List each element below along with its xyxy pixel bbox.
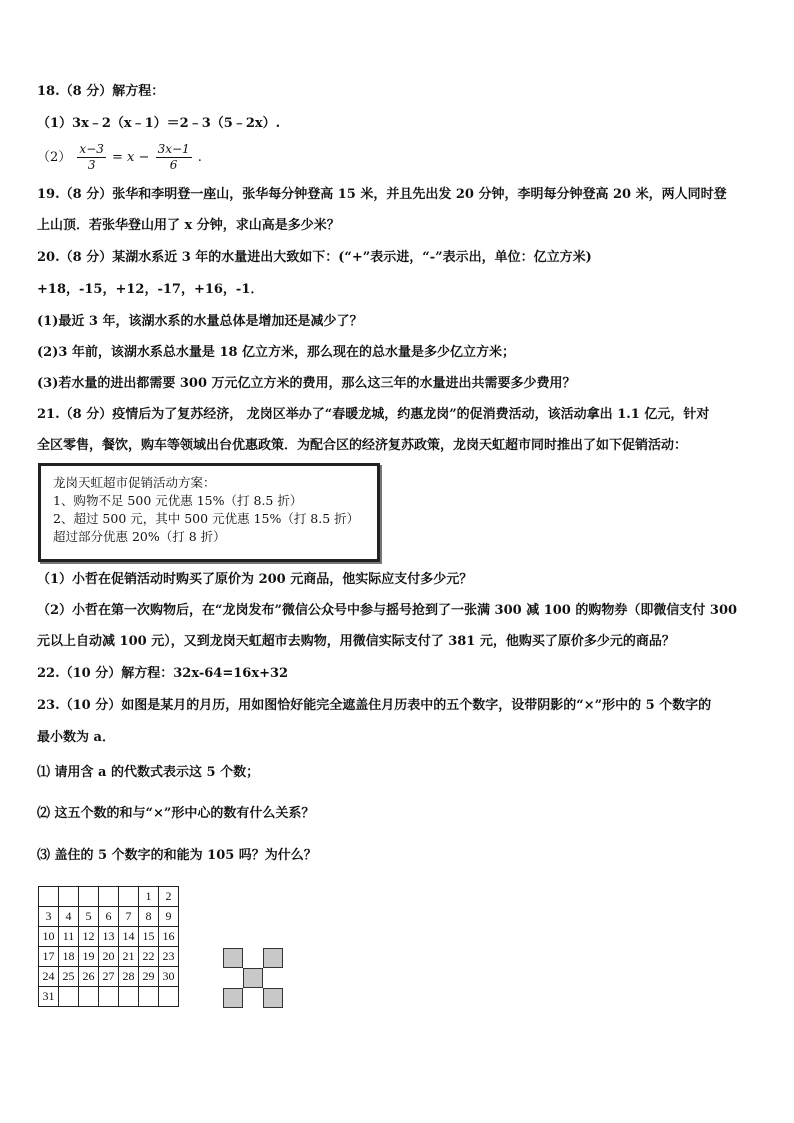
x-shape-cell — [263, 948, 283, 968]
q22-line1: 22.（10 分）解方程：32x-64=16x+32 — [37, 666, 289, 681]
calendar-cell: 16 — [159, 927, 179, 947]
calendar-row — [39, 987, 179, 1007]
calendar-cell: 25 — [59, 967, 79, 987]
calendar-cell: 2 — [159, 887, 179, 907]
fraction-rhs — [156, 142, 192, 173]
calendar-row — [39, 967, 179, 987]
q23-sub3: ⑶ 盖住的 5 个数字的和能为 105 吗？为什么？ — [37, 848, 317, 863]
calendar-cell: 4 — [59, 907, 79, 927]
calendar-cell: 21 — [119, 947, 139, 967]
calendar-cell: 23 — [159, 947, 179, 967]
q21-line1: 21.（8 分）疫情后为了复苏经济， 龙岗区举办了“春暖龙城，约惠龙岗”的促消费活动，该活动拿出 1.1 亿元，针对 — [37, 407, 710, 422]
calendar-cell — [79, 987, 99, 1007]
q18-part2-middle: = x − — [112, 150, 150, 165]
q21-sub2-line1: （2）小哲在第一次购物后，在“龙岗发布”微信公众号中参与摇号抢到了一张满 300 减 100 的购物券（即微信支付 300 — [37, 603, 738, 618]
q18-part2-end: . — [197, 150, 202, 165]
q21-line2: 全区零售，餐饮，购车等领域出台优惠政策．为配合区的经济复苏政策，龙岗天虹超市同时推出了如下促销活动： — [37, 438, 688, 453]
fraction-rhs-denominator: 6 — [169, 158, 178, 172]
x-shape-cell — [223, 988, 243, 1008]
calendar-cell: 20 — [99, 947, 119, 967]
calendar-cell: 8 — [139, 907, 159, 927]
q20-line1: 20.（8 分）某湖水系近 3 年的水量进出大致如下：(“+”表示进，“-”表示出，单位：亿立方米) — [37, 250, 592, 265]
calendar-row — [39, 907, 179, 927]
calendar-cell: 12 — [79, 927, 99, 947]
calendar-cell — [119, 987, 139, 1007]
q20-data: +18，-15，+12，-17，+16，-1． — [37, 282, 264, 297]
calendar-table — [38, 886, 179, 1007]
calendar-cell: 3 — [39, 907, 59, 927]
x-shape-cell — [263, 988, 283, 1008]
q20-sub2: (2)3 年前，该湖水系总水量是 18 亿立方米，那么现在的总水量是多少亿立方米； — [37, 345, 516, 360]
promo-line-2: 1、购物不足 500 元优惠 15%（打 8.5 折） — [53, 493, 303, 508]
calendar-cell — [119, 887, 139, 907]
calendar-cell: 27 — [99, 967, 119, 987]
calendar-cell: 13 — [99, 927, 119, 947]
calendar-row — [39, 887, 179, 907]
fraction-lhs-numerator: x−3 — [79, 142, 104, 156]
q20-sub1: (1)最近 3 年，该湖水系的水量总体是增加还是减少了？ — [37, 314, 363, 329]
calendar-cell — [59, 887, 79, 907]
calendar-cell: 10 — [39, 927, 59, 947]
calendar-cell: 14 — [119, 927, 139, 947]
calendar-cell: 29 — [139, 967, 159, 987]
calendar-cell: 17 — [39, 947, 59, 967]
calendar-cell: 1 — [139, 887, 159, 907]
promo-line-3: 2、超过 500 元，其中 500 元优惠 15%（打 8.5 折） — [53, 511, 360, 526]
x-shape-figure — [223, 948, 283, 1008]
fraction-lhs-denominator: 3 — [87, 158, 96, 172]
q19-line1: 19.（8 分）张华和李明登一座山，张华每分钟登高 15 米，并且先出发 20 分钟，李明每分钟登高 20 米，两人同时登 — [37, 187, 727, 202]
calendar-cell — [99, 887, 119, 907]
calendar-cell: 19 — [79, 947, 99, 967]
q18-part2-prefix: （2） — [37, 150, 72, 165]
q19-line2: 上山顶．若张华登山用了 x 分钟，求山高是多少米？ — [37, 218, 340, 233]
calendar-cell — [99, 987, 119, 1007]
x-shape-cell — [243, 968, 263, 988]
calendar-cell: 18 — [59, 947, 79, 967]
q18-title: 18.（8 分）解方程： — [37, 84, 165, 99]
calendar-cell: 9 — [159, 907, 179, 927]
calendar-cell — [139, 987, 159, 1007]
calendar-cell: 28 — [119, 967, 139, 987]
calendar-cell: 15 — [139, 927, 159, 947]
q21-sub2-line2: 元以上自动减 100 元），又到龙岗天虹超市去购物，用微信实际支付了 381 元，他购买了原价多少元的商品？ — [37, 634, 675, 649]
promo-line-1: 龙岗天虹超市促销活动方案： — [53, 475, 216, 490]
calendar-row — [39, 947, 179, 967]
x-shape-cell — [223, 948, 243, 968]
q23-sub1: ⑴ 请用含 a 的代数式表示这 5 个数； — [37, 765, 260, 780]
q20-sub3: (3)若水量的进出都需要 300 万元亿立方米的费用，那么这三年的水量进出共需要多少费用？ — [37, 376, 576, 391]
q23-sub2: ⑵ 这五个数的和与“×”形中心的数有什么关系？ — [37, 806, 315, 821]
promotion-box — [38, 463, 380, 562]
q18-part2 — [37, 142, 202, 173]
calendar-cell: 5 — [79, 907, 99, 927]
calendar-cell — [59, 987, 79, 1007]
q23-line2: 最小数为 a． — [37, 730, 115, 745]
calendar-cell: 6 — [99, 907, 119, 927]
calendar-cell: 31 — [39, 987, 59, 1007]
calendar-cell: 7 — [119, 907, 139, 927]
q21-sub1: （1）小哲在促销活动时购买了原价为 200 元商品，他实际应支付多少元？ — [37, 572, 473, 587]
q18-part1: （1）3x﹣2（x﹣1）＝2﹣3（5﹣2x）. — [37, 116, 281, 131]
calendar-row — [39, 927, 179, 947]
calendar-cell: 22 — [139, 947, 159, 967]
fraction-lhs — [77, 142, 105, 173]
calendar-cell — [159, 987, 179, 1007]
calendar-cell — [39, 887, 59, 907]
calendar-cell: 24 — [39, 967, 59, 987]
calendar-cell: 26 — [79, 967, 99, 987]
q23-line1: 23.（10 分）如图是某月的月历，用如图恰好能完全遮盖住月历表中的五个数字，设带阴影的“×”形中的 5 个数字的 — [37, 698, 712, 713]
calendar-cell — [79, 887, 99, 907]
calendar-cell: 30 — [159, 967, 179, 987]
promo-line-4: 超过部分优惠 20%（打 8 折） — [53, 529, 226, 544]
fraction-rhs-numerator: 3x−1 — [157, 142, 190, 156]
calendar-cell: 11 — [59, 927, 79, 947]
